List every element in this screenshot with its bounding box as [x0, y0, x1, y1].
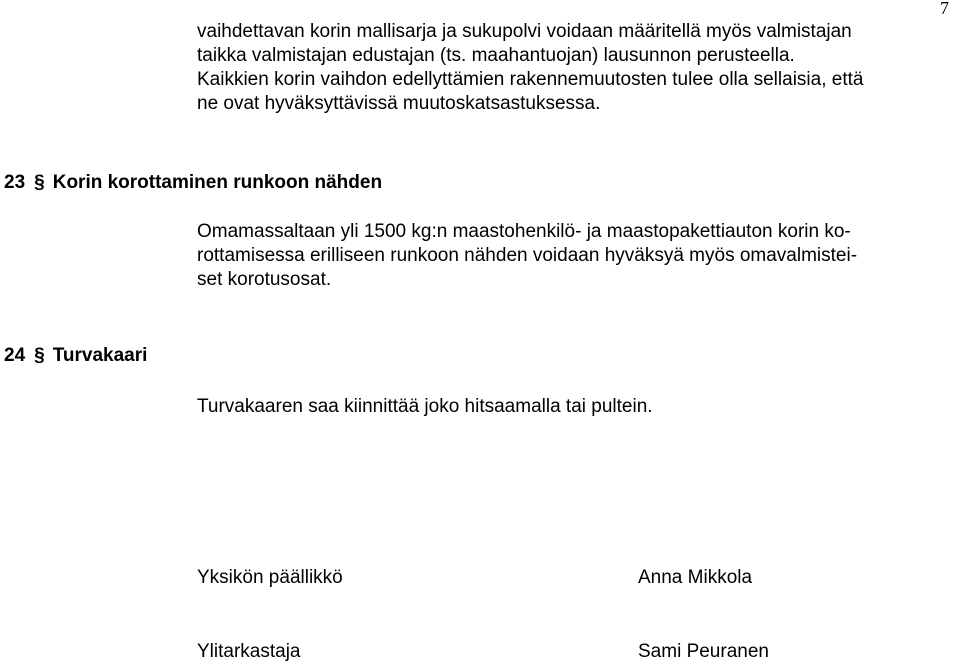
signature-title: Yksikön päällikkö: [197, 567, 343, 588]
section-title: Korin korottaminen runkoon nähden: [52, 172, 383, 193]
section-number: 23: [4, 172, 26, 193]
page-number: 7: [940, 0, 949, 18]
signature-title: Ylitarkastaja: [197, 641, 301, 662]
signature-name: Anna Mikkola: [638, 567, 753, 588]
section-23-heading: [4, 171, 382, 195]
intro-line: Kaikkien korin vaihdon edellyttämien rakennemuutosten tulee olla sellaisia, että: [197, 69, 864, 90]
signature-name: Sami Peuranen: [638, 641, 769, 662]
intro-line: taikka valmistajan edustajan (ts. maahantuojan) lausunnon perusteella.: [197, 45, 795, 66]
section-number: 24: [4, 345, 26, 366]
paragraph-line: Turvakaaren saa kiinnittää joko hitsaamalla tai pultein.: [197, 396, 653, 417]
section-24-heading: [4, 344, 147, 368]
section-23-paragraph: [197, 220, 937, 292]
paragraph-line: rottamisessa erilliseen runkoon nähden voidaan hyväksyä myös omavalmistei-: [197, 245, 858, 266]
section-24-paragraph: [197, 395, 937, 419]
section-sign: §: [34, 345, 45, 366]
intro-paragraph: [197, 20, 937, 116]
section-title: Turvakaari: [52, 345, 148, 366]
section-sign: §: [34, 172, 45, 193]
paragraph-line: set korotusosat.: [197, 269, 332, 290]
intro-line: ne ovat hyväksyttävissä muutoskatsastuksessa.: [197, 93, 601, 114]
intro-line: vaihdettavan korin mallisarja ja sukupolvi voidaan määritellä myös valmistajan: [197, 21, 852, 42]
paragraph-line: Omamassaltaan yli 1500 kg:n maastohenkilö- ja maastopakettiauton korin ko-: [197, 221, 851, 242]
